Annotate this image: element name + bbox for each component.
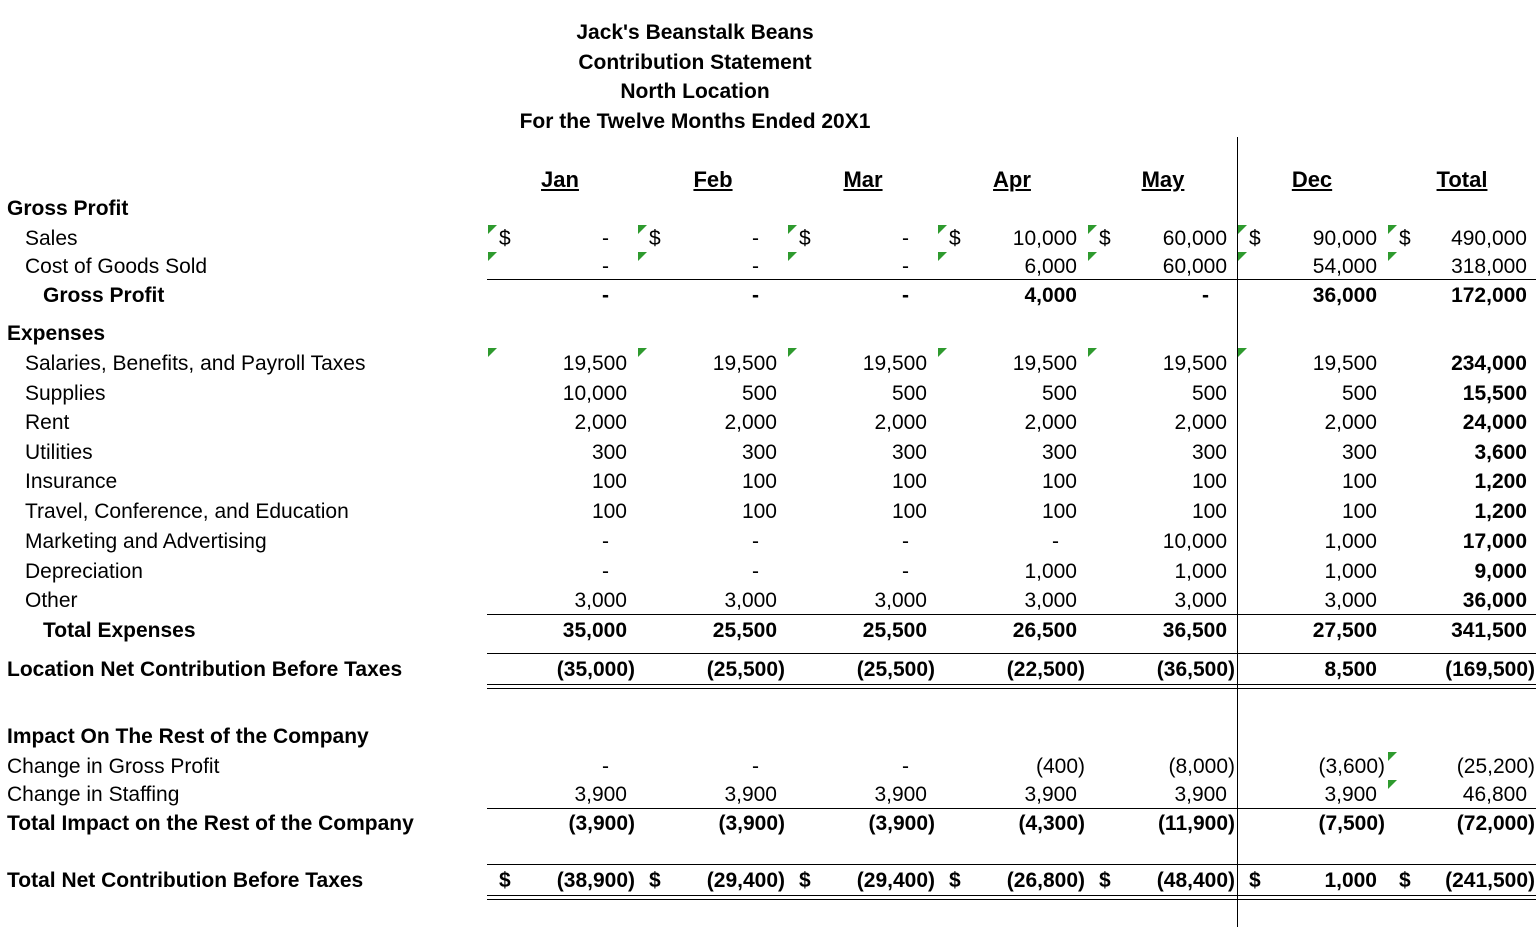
cell-depreciation-dec[interactable]: 1,000: [1324, 560, 1377, 583]
dollar-sign-sales-dec: $: [1249, 227, 1261, 250]
cell-salaries-mar[interactable]: 19,500: [862, 352, 927, 375]
report-company-name: Jack's Beanstalk Beans: [576, 21, 814, 44]
cell-total_expenses-mar[interactable]: 25,500: [862, 619, 927, 642]
cell-location_net-apr[interactable]: (22,500): [1006, 658, 1085, 681]
row-label-utilities: Utilities: [25, 441, 93, 464]
rule-gross-profit: [487, 279, 1536, 280]
cell-depreciation-feb[interactable]: -: [752, 560, 759, 583]
cell-rent-apr[interactable]: 2,000: [1024, 411, 1077, 434]
cell-total_impact-may[interactable]: (11,900): [1157, 812, 1235, 835]
rule-total-expenses: [487, 614, 1536, 615]
comment-indicator-icon[interactable]: [1388, 225, 1397, 234]
cell-marketing-mar[interactable]: -: [902, 530, 909, 553]
comment-indicator-icon[interactable]: [1088, 348, 1097, 357]
cell-rent-may[interactable]: 2,000: [1174, 411, 1227, 434]
cell-total_impact-dec[interactable]: (7,500): [1318, 812, 1385, 835]
row-label-cogs: Cost of Goods Sold: [25, 255, 208, 278]
cell-sales-may[interactable]: 60,000: [1162, 227, 1227, 250]
column-header-total[interactable]: Total: [1436, 167, 1488, 192]
cell-travel-may[interactable]: 100: [1191, 500, 1227, 523]
cell-supplies-feb[interactable]: 500: [741, 382, 777, 405]
comment-indicator-icon[interactable]: [638, 252, 647, 261]
cell-salaries-jan[interactable]: 19,500: [562, 352, 627, 375]
cell-utilities-jan[interactable]: 300: [591, 441, 627, 464]
cell-gross_profit_total-mar[interactable]: -: [902, 284, 909, 307]
row-label-other: Other: [25, 589, 78, 612]
cell-total_impact-total[interactable]: (72,000): [1456, 812, 1535, 835]
dollar-sign-sales-apr: $: [949, 227, 961, 250]
cell-sales-dec[interactable]: 90,000: [1312, 227, 1377, 250]
column-header-jan[interactable]: Jan: [541, 167, 579, 192]
dollar-sign-sales-jan: $: [499, 227, 511, 250]
row-label-travel: Travel, Conference, and Education: [25, 500, 349, 523]
report-period: For the Twelve Months Ended 20X1: [519, 110, 871, 133]
cell-change_staff-mar[interactable]: 3,900: [874, 783, 927, 806]
row-label-total-expenses: Total Expenses: [43, 619, 196, 642]
cell-insurance-total[interactable]: 1,200: [1474, 470, 1527, 493]
cell-salaries-dec[interactable]: 19,500: [1312, 352, 1377, 375]
cell-rent-feb[interactable]: 2,000: [724, 411, 777, 434]
cell-sales-apr[interactable]: 10,000: [1012, 227, 1077, 250]
column-header-may[interactable]: May: [1141, 167, 1185, 192]
cell-cogs-feb[interactable]: -: [752, 255, 759, 278]
cell-salaries-total[interactable]: 234,000: [1451, 352, 1527, 375]
cell-sales-jan[interactable]: -: [602, 227, 609, 250]
comment-indicator-icon[interactable]: [488, 348, 497, 357]
cell-location_net-feb[interactable]: (25,500): [706, 658, 785, 681]
cell-insurance-apr[interactable]: 100: [1041, 470, 1077, 493]
cell-depreciation-apr[interactable]: 1,000: [1024, 560, 1077, 583]
cell-change_gp-total[interactable]: (25,200): [1456, 755, 1535, 778]
cell-total_expenses-jan[interactable]: 35,000: [562, 619, 627, 642]
comment-indicator-icon[interactable]: [638, 225, 647, 234]
column-header-apr[interactable]: Apr: [993, 167, 1031, 192]
cell-total_net-jan[interactable]: (38,900): [556, 869, 635, 892]
cell-change_staff-total[interactable]: 46,800: [1462, 783, 1527, 806]
cell-total_impact-mar[interactable]: (3,900): [868, 812, 935, 835]
cell-depreciation-may[interactable]: 1,000: [1174, 560, 1227, 583]
comment-indicator-icon[interactable]: [638, 348, 647, 357]
cell-location_net-jan[interactable]: (35,000): [556, 658, 635, 681]
cell-utilities-mar[interactable]: 300: [891, 441, 927, 464]
cell-location_net-total[interactable]: (169,500): [1445, 658, 1535, 681]
cell-other-dec[interactable]: 3,000: [1324, 589, 1377, 612]
cell-rent-total[interactable]: 24,000: [1462, 411, 1527, 434]
cell-utilities-feb[interactable]: 300: [741, 441, 777, 464]
cell-location_net-mar[interactable]: (25,500): [856, 658, 935, 681]
cell-marketing-total[interactable]: 17,000: [1462, 530, 1527, 553]
comment-indicator-icon[interactable]: [1238, 252, 1247, 261]
section-impact: Impact On The Rest of the Company: [7, 725, 369, 748]
cell-travel-jan[interactable]: 100: [591, 500, 627, 523]
column-header-feb[interactable]: Feb: [693, 167, 733, 192]
cell-cogs-apr[interactable]: 6,000: [1024, 255, 1077, 278]
row-label-total-net: Total Net Contribution Before Taxes: [7, 869, 364, 892]
comment-indicator-icon[interactable]: [1088, 252, 1097, 261]
cell-total_expenses-dec[interactable]: 27,500: [1312, 619, 1377, 642]
cell-salaries-feb[interactable]: 19,500: [712, 352, 777, 375]
cell-marketing-jan[interactable]: -: [602, 530, 609, 553]
rule-location-net-double-2: [487, 688, 1536, 689]
cell-marketing-dec[interactable]: 1,000: [1324, 530, 1377, 553]
comment-indicator-icon[interactable]: [488, 225, 497, 234]
cell-gross_profit_total-feb[interactable]: -: [752, 284, 759, 307]
row-label-salaries: Salaries, Benefits, and Payroll Taxes: [25, 352, 366, 375]
cell-gross_profit_total-total[interactable]: 172,000: [1451, 284, 1527, 307]
rule-total-net-top: [487, 864, 1536, 865]
cell-location_net-may[interactable]: (36,500): [1156, 658, 1235, 681]
comment-indicator-icon[interactable]: [938, 225, 947, 234]
cell-change_staff-dec[interactable]: 3,900: [1324, 783, 1377, 806]
cell-insurance-feb[interactable]: 100: [741, 470, 777, 493]
cell-total_net-mar[interactable]: (29,400): [856, 869, 935, 892]
dollar-sign-total-net-may: $: [1099, 869, 1111, 892]
cell-change_gp-feb[interactable]: -: [752, 755, 759, 778]
cell-total_net-total[interactable]: (241,500): [1445, 869, 1535, 892]
row-label-marketing: Marketing and Advertising: [25, 530, 267, 553]
cell-other-jan[interactable]: 3,000: [574, 589, 627, 612]
rule-location-net-top: [487, 653, 1536, 654]
cell-change_staff-apr[interactable]: 3,900: [1024, 783, 1077, 806]
cell-total_impact-apr[interactable]: (4,300): [1018, 812, 1085, 835]
cell-rent-jan[interactable]: 2,000: [574, 411, 627, 434]
cell-total_net-may[interactable]: (48,400): [1156, 869, 1235, 892]
row-label-depreciation: Depreciation: [25, 560, 143, 583]
comment-indicator-icon[interactable]: [1388, 752, 1397, 761]
cell-change_gp-dec[interactable]: (3,600): [1318, 755, 1385, 778]
row-label-sales: Sales: [25, 227, 78, 250]
cell-supplies-total[interactable]: 15,500: [1462, 382, 1527, 405]
rule-total-net-double-2: [487, 899, 1536, 900]
cell-travel-apr[interactable]: 100: [1041, 500, 1077, 523]
cell-gross_profit_total-apr[interactable]: 4,000: [1024, 284, 1077, 307]
cell-depreciation-total[interactable]: 9,000: [1474, 560, 1527, 583]
comment-indicator-icon[interactable]: [1088, 225, 1097, 234]
cell-gross_profit_total-may[interactable]: -: [1202, 284, 1209, 307]
comment-indicator-icon[interactable]: [1388, 780, 1397, 789]
report-statement-name: Contribution Statement: [578, 51, 812, 74]
cell-other-may[interactable]: 3,000: [1174, 589, 1227, 612]
cell-total_expenses-total[interactable]: 341,500: [1451, 619, 1527, 642]
cell-change_gp-may[interactable]: (8,000): [1168, 755, 1235, 778]
cell-depreciation-jan[interactable]: -: [602, 560, 609, 583]
rule-location-net-double-1: [487, 684, 1536, 685]
cell-change_staff-feb[interactable]: 3,900: [724, 783, 777, 806]
cell-change_gp-apr[interactable]: (400): [1035, 755, 1085, 778]
cell-change_staff-may[interactable]: 3,900: [1174, 783, 1227, 806]
cell-utilities-total[interactable]: 3,600: [1474, 441, 1527, 464]
cell-travel-dec[interactable]: 100: [1341, 500, 1377, 523]
cell-marketing-apr[interactable]: -: [1052, 530, 1059, 553]
dollar-sign-total-net-dec: $: [1249, 869, 1261, 892]
row-label-rent: Rent: [25, 411, 70, 434]
cell-cogs-dec[interactable]: 54,000: [1312, 255, 1377, 278]
cell-gross_profit_total-jan[interactable]: -: [602, 284, 609, 307]
row-label-total-impact: Total Impact on the Rest of the Company: [7, 812, 414, 835]
cell-utilities-apr[interactable]: 300: [1041, 441, 1077, 464]
comment-indicator-icon[interactable]: [788, 225, 797, 234]
comment-indicator-icon[interactable]: [938, 348, 947, 357]
cell-total_expenses-may[interactable]: 36,500: [1162, 619, 1227, 642]
cell-cogs-jan[interactable]: -: [602, 255, 609, 278]
cell-salaries-apr[interactable]: 19,500: [1012, 352, 1077, 375]
cell-insurance-may[interactable]: 100: [1191, 470, 1227, 493]
cell-total_net-dec[interactable]: 1,000: [1324, 869, 1377, 892]
rule-total-impact: [487, 808, 1536, 809]
cell-salaries-may[interactable]: 19,500: [1162, 352, 1227, 375]
cell-rent-mar[interactable]: 2,000: [874, 411, 927, 434]
cell-total_impact-jan[interactable]: (3,900): [568, 812, 635, 835]
cell-marketing-feb[interactable]: -: [752, 530, 759, 553]
row-label-insurance: Insurance: [25, 470, 118, 493]
cell-depreciation-mar[interactable]: -: [902, 560, 909, 583]
cell-supplies-jan[interactable]: 10,000: [562, 382, 627, 405]
dollar-sign-sales-total: $: [1399, 227, 1411, 250]
row-label-supplies: Supplies: [25, 382, 106, 405]
dollar-sign-total-net-jan: $: [499, 869, 511, 892]
cell-total_impact-feb[interactable]: (3,900): [718, 812, 785, 835]
comment-indicator-icon[interactable]: [938, 252, 947, 261]
cell-sales-mar[interactable]: -: [902, 227, 909, 250]
column-header-dec[interactable]: Dec: [1291, 167, 1333, 192]
cell-other-mar[interactable]: 3,000: [874, 589, 927, 612]
cell-insurance-jan[interactable]: 100: [591, 470, 627, 493]
cell-other-feb[interactable]: 3,000: [724, 589, 777, 612]
cell-marketing-may[interactable]: 10,000: [1162, 530, 1227, 553]
dollar-sign-sales-mar: $: [799, 227, 811, 250]
comment-indicator-icon[interactable]: [1238, 225, 1247, 234]
cell-supplies-apr[interactable]: 500: [1041, 382, 1077, 405]
cell-travel-mar[interactable]: 100: [891, 500, 927, 523]
dollar-sign-total-net-mar: $: [799, 869, 811, 892]
rule-total-net-double-1: [487, 895, 1536, 896]
cell-travel-feb[interactable]: 100: [741, 500, 777, 523]
section-expenses: Expenses: [7, 322, 106, 345]
cell-travel-total[interactable]: 1,200: [1474, 500, 1527, 523]
cell-total_net-apr[interactable]: (26,800): [1006, 869, 1085, 892]
cell-cogs-may[interactable]: 60,000: [1162, 255, 1227, 278]
report-location: North Location: [620, 80, 770, 103]
cell-total_net-feb[interactable]: (29,400): [706, 869, 785, 892]
column-gap-separator: [1237, 137, 1238, 927]
cell-other-apr[interactable]: 3,000: [1024, 589, 1077, 612]
cell-change_gp-jan[interactable]: -: [602, 755, 609, 778]
row-label-change-staffing: Change in Staffing: [7, 783, 180, 806]
comment-indicator-icon[interactable]: [788, 348, 797, 357]
dollar-sign-total-net-feb: $: [649, 869, 661, 892]
cell-gross_profit_total-dec[interactable]: 36,000: [1312, 284, 1377, 307]
dollar-sign-sales-feb: $: [649, 227, 661, 250]
cell-sales-feb[interactable]: -: [752, 227, 759, 250]
cell-utilities-dec[interactable]: 300: [1341, 441, 1377, 464]
cell-total_expenses-feb[interactable]: 25,500: [712, 619, 777, 642]
comment-indicator-icon[interactable]: [788, 252, 797, 261]
dollar-sign-sales-may: $: [1099, 227, 1111, 250]
comment-indicator-icon[interactable]: [1388, 252, 1397, 261]
cell-location_net-dec[interactable]: 8,500: [1324, 658, 1377, 681]
comment-indicator-icon[interactable]: [488, 252, 497, 261]
dollar-sign-total-net-total: $: [1399, 869, 1411, 892]
cell-rent-dec[interactable]: 2,000: [1324, 411, 1377, 434]
row-label-change-gross-profit: Change in Gross Profit: [7, 755, 220, 778]
cell-insurance-mar[interactable]: 100: [891, 470, 927, 493]
dollar-sign-total-net-apr: $: [949, 869, 961, 892]
cell-total_expenses-apr[interactable]: 26,500: [1012, 619, 1077, 642]
row-label-gross-profit: Gross Profit: [43, 284, 165, 307]
row-label-location-net: Location Net Contribution Before Taxes: [7, 658, 403, 681]
comment-indicator-icon[interactable]: [1238, 348, 1247, 357]
cell-other-total[interactable]: 36,000: [1462, 589, 1527, 612]
cell-change_staff-jan[interactable]: 3,900: [574, 783, 627, 806]
cell-sales-total[interactable]: 490,000: [1451, 227, 1527, 250]
cell-cogs-mar[interactable]: -: [902, 255, 909, 278]
cell-supplies-mar[interactable]: 500: [891, 382, 927, 405]
cell-change_gp-mar[interactable]: -: [902, 755, 909, 778]
cell-supplies-may[interactable]: 500: [1191, 382, 1227, 405]
section-gross-profit: Gross Profit: [7, 197, 129, 220]
cell-insurance-dec[interactable]: 100: [1341, 470, 1377, 493]
cell-supplies-dec[interactable]: 500: [1341, 382, 1377, 405]
cell-cogs-total[interactable]: 318,000: [1451, 255, 1527, 278]
cell-utilities-may[interactable]: 300: [1191, 441, 1227, 464]
column-header-mar[interactable]: Mar: [843, 167, 883, 192]
